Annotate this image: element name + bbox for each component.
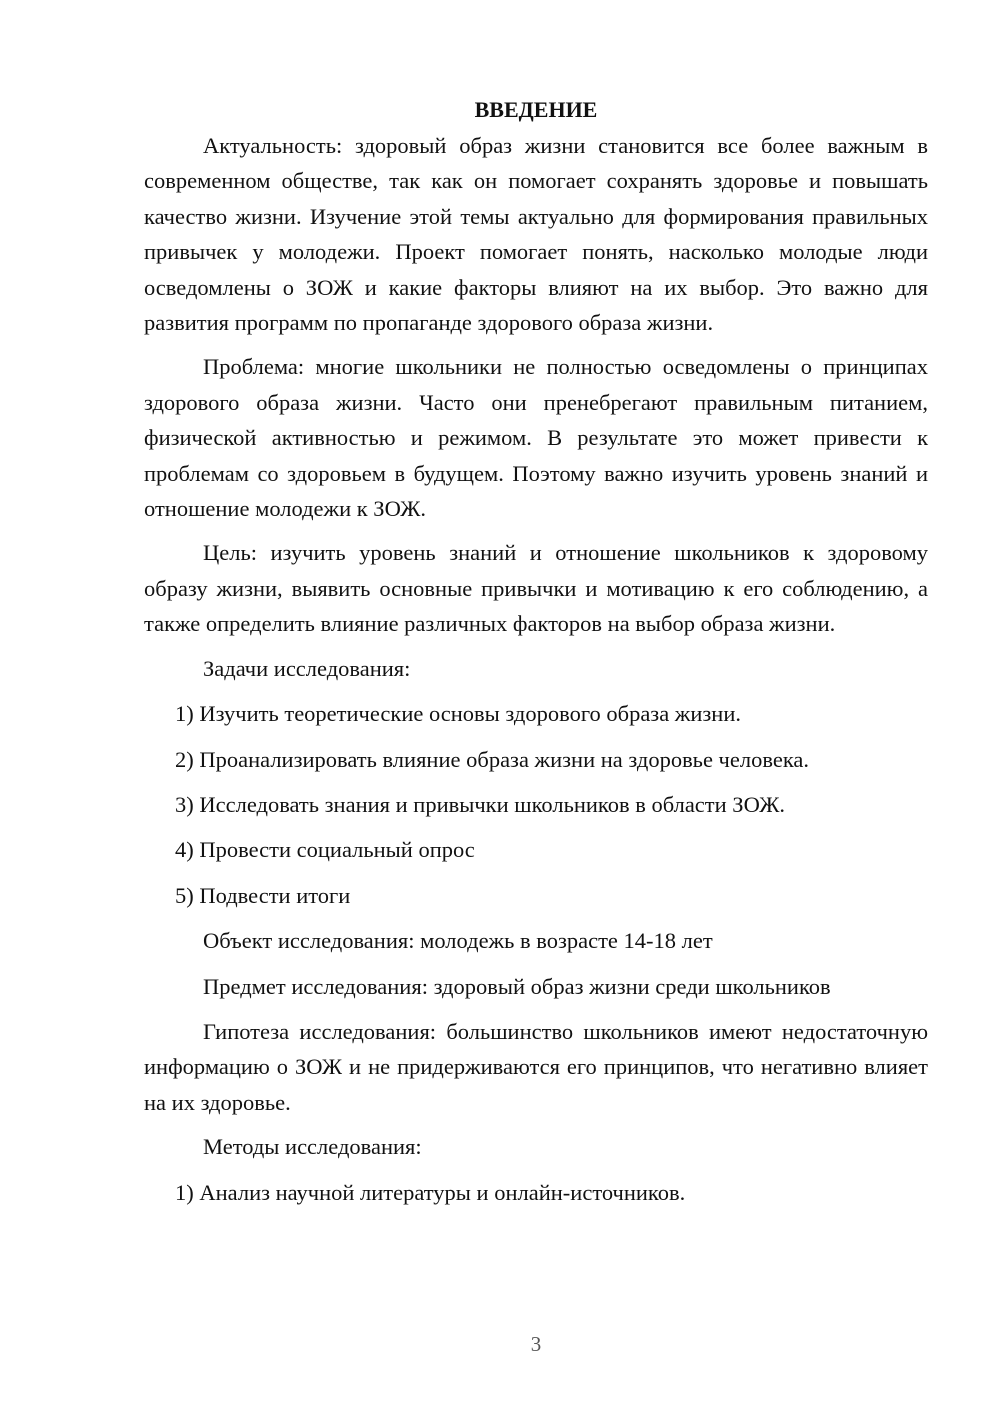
methods-list xyxy=(144,1175,928,1210)
task-item-4: 4) Провести социальный опрос xyxy=(175,837,475,863)
subject-paragraph: Предмет исследования: здоровый образ жизни среди школьников xyxy=(203,973,831,999)
problem-paragraph: Проблема: многие школьники не полностью осведомлены о принципах здорового образа жизни. Часто они пренебрегают правильным питанием, физической активностью и режимом. В результате это может привести к проблемам со здоровьем в будущем. Поэтому важно изучить уровень знаний и отношение молодежи к ЗОЖ. xyxy=(144,354,928,522)
task-item-3: 3) Исследовать знания и привычки школьников в области ЗОЖ. xyxy=(175,791,786,817)
tasks-heading: Задачи исследования: xyxy=(203,655,411,681)
object-paragraph: Объект исследования: молодежь в возрасте 14-18 лет xyxy=(203,928,713,954)
task-item-2: 2) Проанализировать влияние образа жизни на здоровье человека. xyxy=(175,746,810,772)
task-item-1: 1) Изучить теоретические основы здорового образа жизни. xyxy=(175,701,741,727)
goal-paragraph: Цель: изучить уровень знаний и отношение школьников к здоровому образу жизни, выявить основные привычки и мотивацию к его соблюдению, а также определить влияние различных факторов на выбор образа жизни. xyxy=(144,540,928,637)
method-item-1: 1) Анализ научной литературы и онлайн-источников. xyxy=(175,1179,686,1205)
section-title: ВВЕДЕНИЕ xyxy=(474,97,598,122)
page-number: 3 xyxy=(530,1332,542,1356)
page-content xyxy=(144,92,928,1220)
hypothesis-paragraph: Гипотеза исследования: большинство школьников имеют недостаточную информацию о ЗОЖ и не придерживаются его принципов, что негативно влияет на их здоровье. xyxy=(144,1018,928,1115)
relevance-paragraph: Актуальность: здоровый образ жизни становится все более важным в современном обществе, так как он помогает сохранять здоровье и повышать качество жизни. Изучение этой темы актуально для формирования правильных привычек у молодежи. Проект помогает понять, насколько молодые люди осведомлены о ЗОЖ и какие факторы влияют на их выбор. Это важно для развития программ по пропаганде здорового образа жизни. xyxy=(144,133,928,336)
methods-heading: Методы исследования: xyxy=(203,1134,422,1160)
task-item-5: 5) Подвести итоги xyxy=(175,882,351,908)
tasks-list xyxy=(144,696,928,913)
